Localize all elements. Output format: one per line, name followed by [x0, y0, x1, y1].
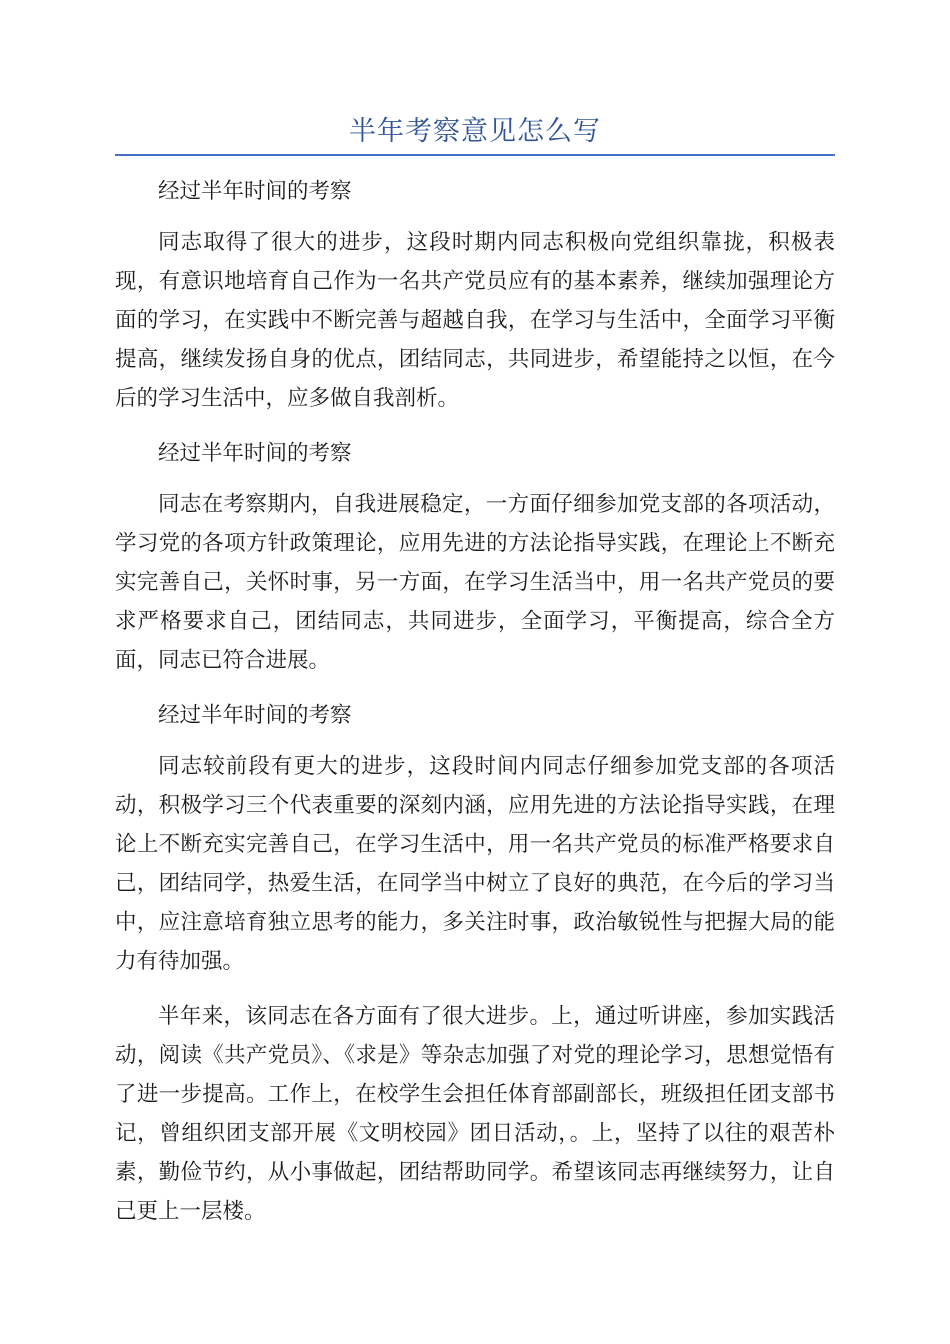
paragraph-1: 同志取得了很大的进步，这段时期内同志积极向党组织靠拢，积极表现，有意识地培育自己作为一名共产党员应有的基本素养，继续加强理论方面的学习，在实践中不断完善与超越自我，在学习与生活中，全面学习平衡提高，继续发扬自身的优点，团结同志，共同进步，希望能持之以恒，在今后的学习生活中，应多做自我剖析。 — [115, 230, 835, 411]
section-heading-1: 经过半年时间的考察 — [158, 179, 352, 204]
paragraph-2: 同志在考察期内，自我进展稳定，一方面仔细参加党支部的各项活动，学习党的各项方针政策理论，应用先进的方法论指导实践，在理论上不断充实完善自己，关怀时事，另一方面，在学习生活当中，用一名共产党员的要求严格要求自己，团结同志，共同进步，全面学习，平衡提高，综合全方面，同志已符合进展。 — [115, 492, 835, 673]
document-title: 半年考察意见怎么写 — [349, 116, 601, 147]
document-body — [115, 172, 835, 1247]
section-heading-2: 经过半年时间的考察 — [158, 441, 352, 466]
section-heading-3: 经过半年时间的考察 — [158, 703, 352, 728]
paragraph-3: 同志较前段有更大的进步，这段时间内同志仔细参加党支部的各项活动，积极学习三个代表重要的深刻内涵，应用先进的方法论指导实践，在理论上不断充实完善自己，在学习生活中，用一名共产党员的标准严格要求自己，团结同学，热爱生活，在同学当中树立了良好的典范，在今后的学习当中，应注意培育独立思考的能力，多关注时事，政治敏锐性与把握大局的能力有待加强。 — [115, 754, 835, 974]
paragraph-4: 半年来，该同志在各方面有了很大进步。上，通过听讲座，参加实践活动，阅读《共产党员》、《求是》等杂志加强了对党的理论学习，思想觉悟有了进一步提高。工作上，在校学生会担任体育部副部长，班级担任团支部书记，曾组织团支部开展《文明校园》团日活动，。上，坚持了以往的艰苦朴素，勤俭节约，从小事做起，团结帮助同学。希望该同志再继续努力，让自己更上一层楼。 — [115, 1004, 835, 1224]
title-underline — [115, 154, 835, 156]
